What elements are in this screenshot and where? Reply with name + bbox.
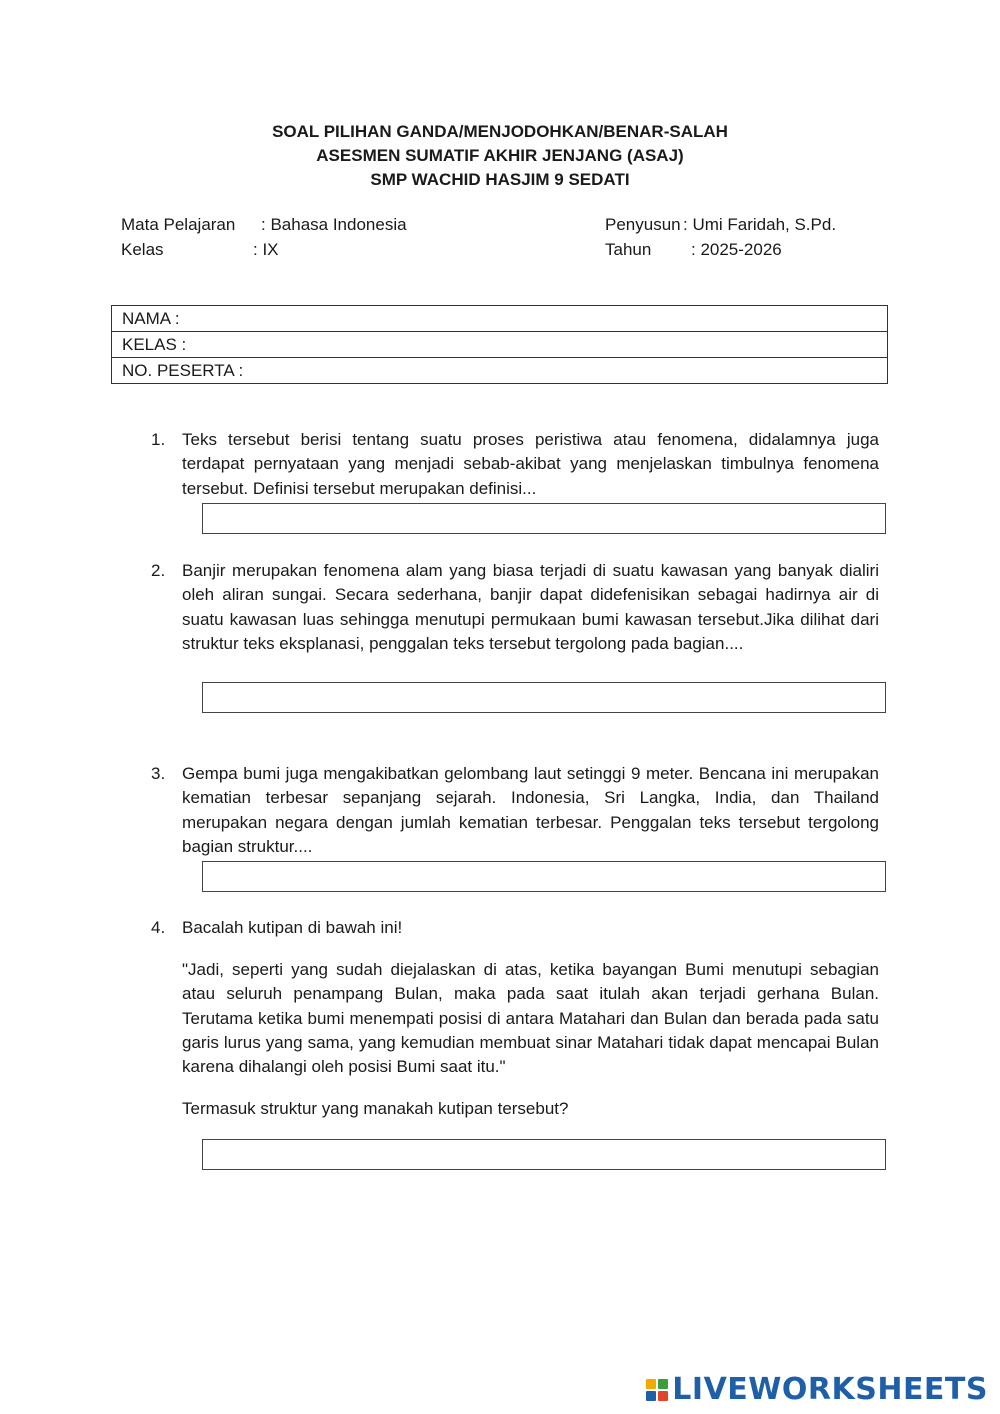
author-label: Penyusun xyxy=(605,215,681,234)
question-4-prompt: Termasuk struktur yang manakah kutipan tersebut? xyxy=(182,1099,569,1118)
student-identity-table xyxy=(111,305,888,384)
logo-tile-4 xyxy=(658,1391,668,1401)
logo-tile-1 xyxy=(646,1379,656,1389)
question-3-number: 3. xyxy=(151,764,166,783)
subject-label: Mata Pelajaran xyxy=(121,215,236,234)
question-4-quote: "Jadi, seperti yang sudah diejalaskan di atas, ketika bayangan Bumi menutupi sebagian atau seluruh penampang Bulan, maka pada saat itulah akan terjadi gerhana Bulan. Terutama ketika bumi menempati posisi di antara Matahari dan Bulan dan berada pada satu garis lurus yang sama, yang kemudian membuat sinar Matahari tidak dapat mencapai Bulan karena dihalangi oleh posisi Bumi saat itu." xyxy=(182,960,879,1077)
class-value: : IX xyxy=(253,240,279,259)
participant-number-label: NO. PESERTA : xyxy=(112,358,888,384)
liveworksheets-brand xyxy=(646,1372,988,1407)
subject-value: : Bahasa Indonesia xyxy=(261,215,407,234)
kelas-label: KELAS : xyxy=(112,332,888,358)
question-3-text: Gempa bumi juga mengakibatkan gelombang laut setinggi 9 meter. Bencana ini merupakan kematian terbesar sepanjang sejarah. Indonesia, Sri Langka, India, dan Thailand merupakan negara dengan jumlah kematian terbesar. Penggalan teks tersebut tergolong bagian struktur.... xyxy=(182,764,879,856)
participant-number-row xyxy=(112,358,888,384)
question-4-number: 4. xyxy=(151,918,166,937)
logo-tile-3 xyxy=(646,1391,656,1401)
liveworksheets-logo-icon xyxy=(646,1379,668,1401)
answer-1-input[interactable] xyxy=(202,503,886,534)
answer-3-input[interactable] xyxy=(202,861,886,892)
question-2-text: Banjir merupakan fenomena alam yang biasa terjadi di suatu kawasan yang banyak dialiri oleh aliran sungai. Secara sederhana, banjir dapat didefenisikan sebagai hadirnya air di suatu kawasan luas sehingga menutupi permukaan bumi kawasan tersebut.Jika dilihat dari struktur teks eksplanasi, penggalan teks tersebut tergolong pada bagian.... xyxy=(182,561,879,653)
brand-name: LIVEWORKSHEETS xyxy=(672,1372,988,1407)
answer-2-input[interactable] xyxy=(202,682,886,713)
question-1-text: Teks tersebut berisi tentang suatu proses peristiwa atau fenomena, didalamnya juga terdapat pernyataan yang menjadi sebab-akibat yang menjelaskan timbulnya fenomena tersebut. Definisi tersebut merupakan definisi... xyxy=(182,430,879,498)
answer-4-input[interactable] xyxy=(202,1139,886,1170)
question-4-instruction: Bacalah kutipan di bawah ini! xyxy=(182,918,403,937)
year-label: Tahun xyxy=(605,240,652,259)
author-row xyxy=(605,213,836,237)
question-2-number: 2. xyxy=(151,561,166,580)
logo-tile-2 xyxy=(658,1379,668,1389)
year-value: : 2025-2026 xyxy=(691,240,782,259)
name-label: NAMA : xyxy=(112,306,888,332)
author-value: : Umi Faridah, S.Pd. xyxy=(683,215,837,234)
class-label: Kelas xyxy=(121,240,164,259)
assessment-title: ASESMEN SUMATIF AKHIR JENJANG (ASAJ) xyxy=(316,146,684,165)
name-row xyxy=(112,306,888,332)
school-name: SMP WACHID HASJIM 9 SEDATI xyxy=(370,170,630,189)
year-row xyxy=(605,238,782,262)
question-1-number: 1. xyxy=(151,430,166,449)
subject-row xyxy=(121,213,407,237)
class-row xyxy=(121,238,279,262)
class-row xyxy=(112,332,888,358)
worksheet-title: SOAL PILIHAN GANDA/MENJODOHKAN/BENAR-SALAH xyxy=(272,122,728,141)
